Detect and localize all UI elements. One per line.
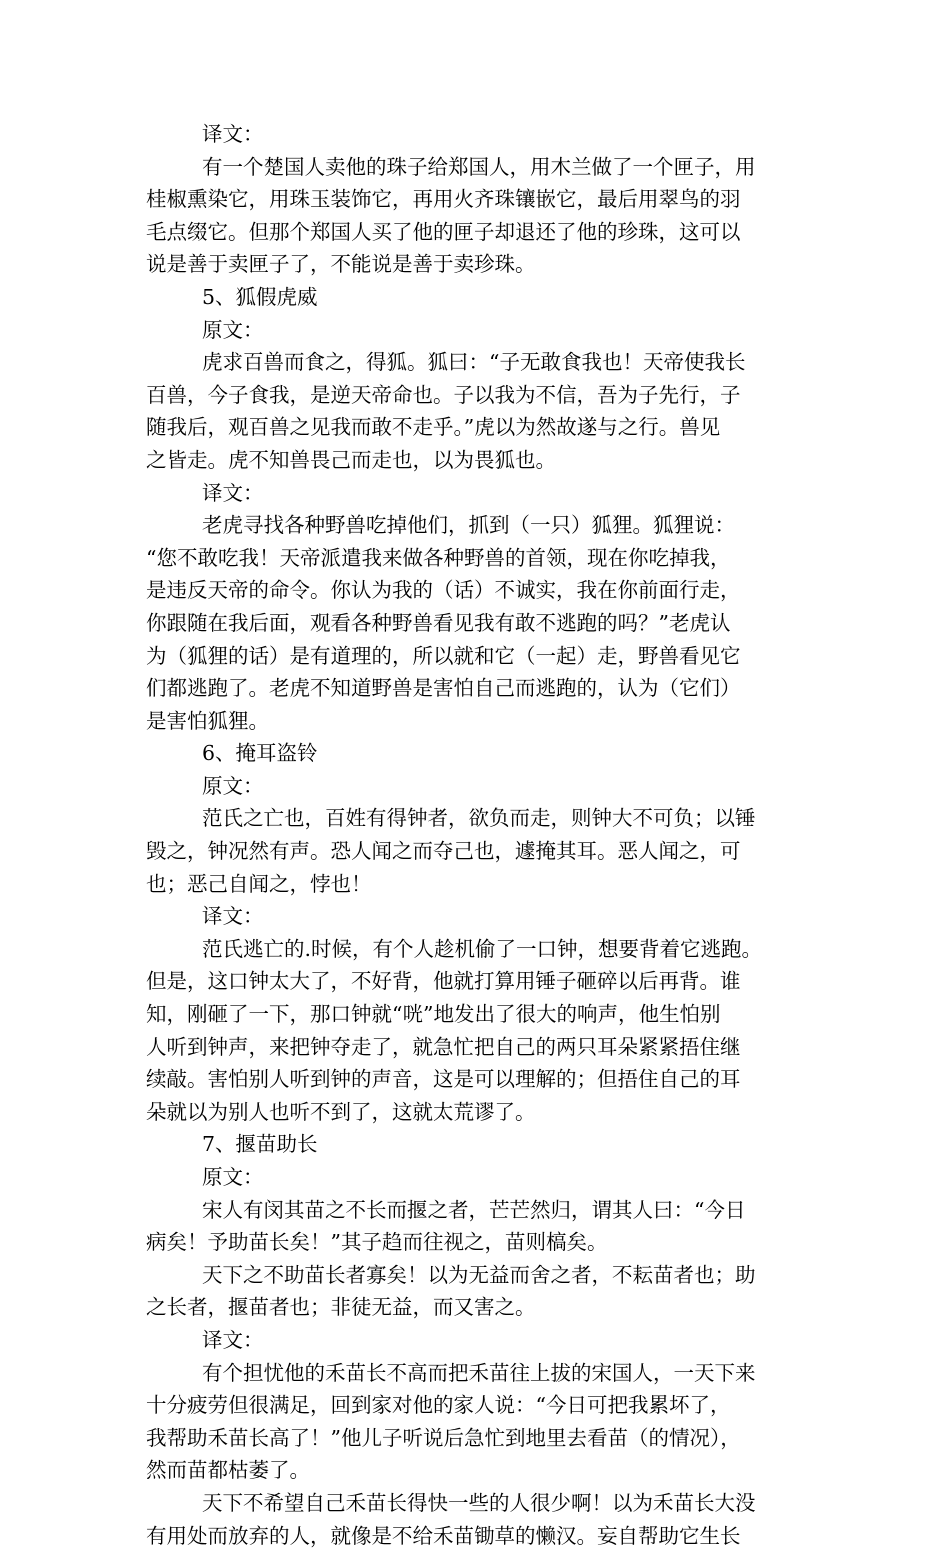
text-line: 为（狐狸的话）是有道理的，所以就和它（一起）走，野兽看见它 xyxy=(146,643,741,668)
text-line: 之长者，揠苗者也；非徒无益，而又害之。 xyxy=(146,1295,536,1320)
text-line: 译文： xyxy=(202,122,264,146)
text-line: 人听到钟声，来把钟夺走了，就急忙把自己的两只耳朵紧紧捂住继 xyxy=(146,1034,741,1059)
text-line: 说是善于卖匣子了，不能说是善于卖珍珠。 xyxy=(146,252,536,277)
text-line: 译文： xyxy=(202,904,264,929)
text-line: 桂椒熏染它，用珠玉装饰它，再用火齐珠镶嵌它，最后用翠鸟的羽 xyxy=(146,187,741,212)
text-line: 是害怕狐狸。 xyxy=(146,708,269,733)
text-line: 5、狐假虎威 xyxy=(202,284,318,309)
text-line: 范氏逃亡的.时候，有个人趁机偷了一口钟，想要背着它逃跑。 xyxy=(202,936,763,961)
text-line: 毛点缀它。但那个郑国人买了他的匣子却退还了他的珍珠，这可以 xyxy=(146,219,741,244)
text-line: 原文： xyxy=(202,773,264,798)
text-line: 朵就以为别人也听不到了，这就太荒谬了。 xyxy=(146,1099,536,1124)
text-line: 天下之不助苗长者寡矣！以为无益而舍之者，不耘苗者也；助 xyxy=(202,1262,756,1287)
text-line: 译文： xyxy=(202,1327,264,1352)
document-page xyxy=(146,118,814,1552)
text-line: 原文： xyxy=(202,1165,264,1189)
text-line: 你跟随在我后面，观看各种野兽看见我有敢不逃跑的吗？”老虎认 xyxy=(146,610,731,635)
text-line: 范氏之亡也，百姓有得钟者，欲负而走，则钟大不可负；以锤 xyxy=(202,806,756,831)
text-line: 有用处而放弃的人，就像是不给禾苗锄草的懒汉。妄自帮助它生长 xyxy=(146,1523,741,1548)
text-line: 宋人有闵其苗之不长而揠之者，芒芒然归，谓其人曰：“今日 xyxy=(202,1197,746,1222)
text-line: 病矣！予助苗长矣！”其子趋而往视之，苗则槁矣。 xyxy=(146,1230,608,1255)
text-line: 但是，这口钟太大了，不好背，他就打算用锤子砸碎以后再背。谁 xyxy=(146,969,741,994)
text-line: 也；恶己自闻之，悖也！ xyxy=(146,871,372,896)
text-line: 然而苗都枯萎了。 xyxy=(146,1458,310,1483)
text-line: 译文： xyxy=(202,480,264,505)
text-line: 有个担忧他的禾苗长不高而把禾苗往上拔的宋国人，一天下来 xyxy=(202,1360,756,1385)
text-line: 毁之，钟况然有声。恐人闻之而夺己也，遽掩其耳。恶人闻之，可 xyxy=(146,839,741,864)
text-line: 老虎寻找各种野兽吃掉他们，抓到（一只）狐狸。狐狸说： xyxy=(202,513,735,538)
text-line: 之皆走。虎不知兽畏己而走也，以为畏狐也。 xyxy=(146,447,556,472)
text-line: 天下不希望自己禾苗长得快一些的人很少啊！以为禾苗长大没 xyxy=(202,1490,756,1515)
text-line: 十分疲劳但很满足，回到家对他的家人说：“今日可把我累坏了， xyxy=(146,1393,731,1418)
text-line: 有一个楚国人卖他的珠子给郑国人，用木兰做了一个匣子，用 xyxy=(202,154,756,179)
text-line: 我帮助禾苗长高了！”他儿子听说后急忙到地里去看苗（的情况）， xyxy=(146,1425,741,1450)
text-line: 原文： xyxy=(202,317,264,342)
text-line: 虎求百兽而食之，得狐。狐曰：“子无敢食我也！天帝使我长 xyxy=(202,350,746,375)
text-line: 百兽，今子食我，是逆天帝命也。子以我为不信，吾为子先行，子 xyxy=(146,382,741,407)
text-line: 知，刚砸了一下，那口钟就“咣”地发出了很大的响声，他生怕别 xyxy=(146,1002,721,1027)
text-line: 是违反天帝的命令。你认为我的（话）不诚实，我在你前面行走， xyxy=(146,578,741,603)
text-line: 续敲。害怕别人听到钟的声音，这是可以理解的；但捂住自己的耳 xyxy=(146,1067,741,1092)
text-line: 7、揠苗助长 xyxy=(202,1132,318,1157)
text-line: 们都逃跑了。老虎不知道野兽是害怕自己而逃跑的，认为（它们） xyxy=(146,676,741,701)
text-line: “您不敢吃我！天帝派遣我来做各种野兽的首领，现在你吃掉我， xyxy=(146,545,731,570)
text-line: 随我后，观百兽之见我而敢不走乎。”虎以为然故遂与之行。兽见 xyxy=(146,415,721,440)
text-line: 6、掩耳盗铃 xyxy=(202,741,318,766)
